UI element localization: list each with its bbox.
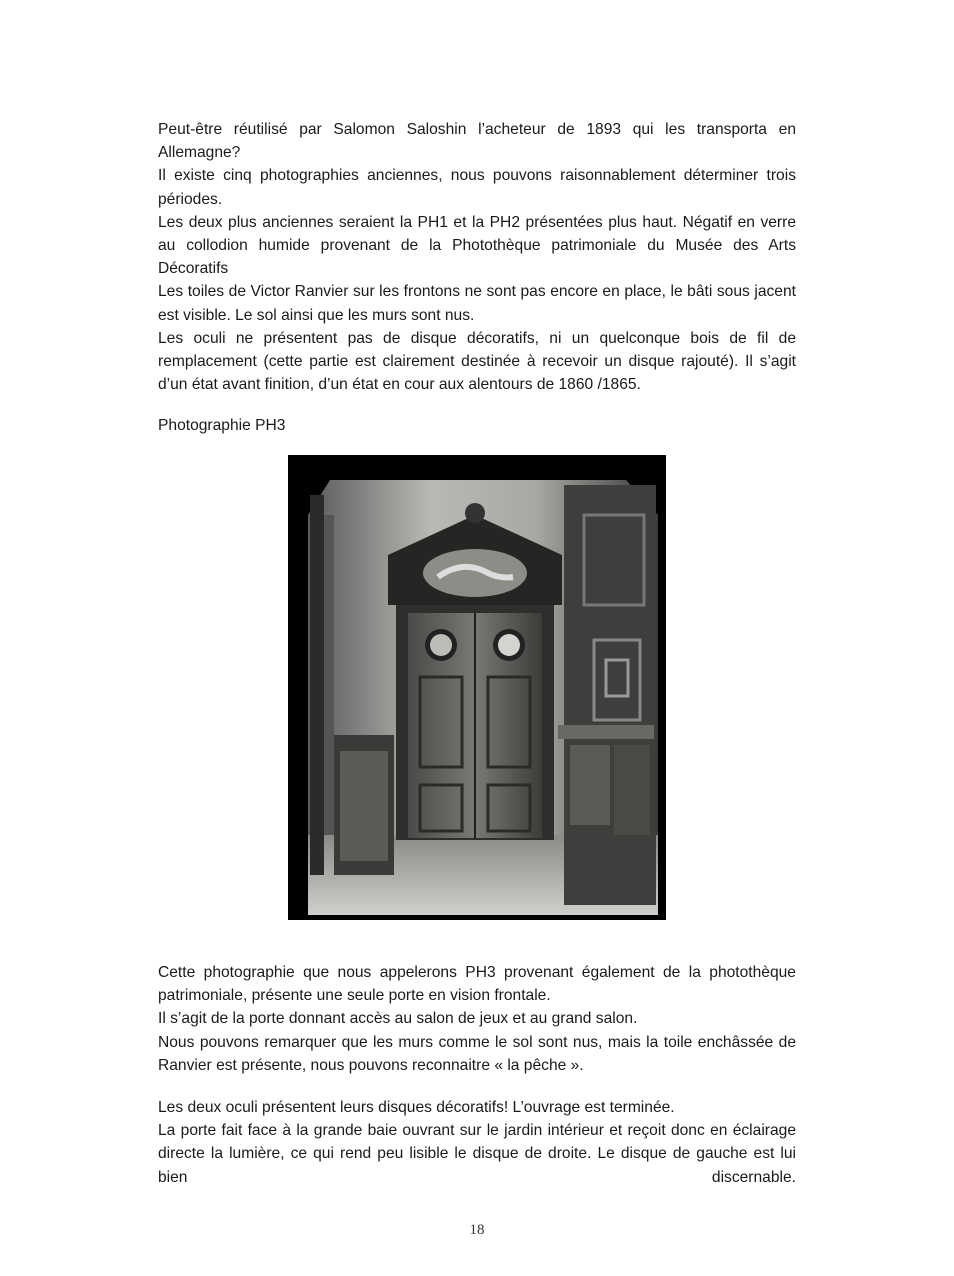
paragraph: Les toiles de Victor Ranvier sur les frontons ne sont pas encore en place, le bâti sous jacent est visible. Le sol ainsi que les murs sont nus.: [158, 283, 796, 324]
text-block-oculi: [158, 1096, 796, 1189]
paragraph: Peut-être réutilisé par Salomon Saloshin l’acheteur de 1893 qui les transporta en Allemagne?: [158, 121, 796, 162]
text-block-intro: [158, 118, 796, 396]
paragraph: Nous pouvons remarquer que les murs comme le sol sont nus, mais la toile enchâssée de Ranvier est présente, nous pouvons reconnaitre « la pêche ».: [158, 1033, 796, 1074]
text-block-ph3-description: [158, 961, 796, 1077]
paragraph: Les deux plus anciennes seraient la PH1 et la PH2 présentées plus haut. Négatif en verre au collodion humide provenant de la Photothèque patrimoniale du Musée des Arts Décoratifs: [158, 213, 796, 278]
photograph-ph3: [288, 455, 666, 920]
paragraph: Les oculi ne présentent pas de disque décoratifs, ni un quelconque bois de fil de remplacement (cette partie est clairement destinée à recevoir un disque rajouté). Il s’agit d’un état avant finition, d’un état en cour aux alentours de 1860 /1865.: [158, 329, 796, 394]
paragraph: Cette photographie que nous appelerons PH3 provenant également de la photothèque patrimoniale, présente une seule porte en vision frontale.: [158, 964, 796, 1005]
paragraph: Il s’agit de la porte donnant accès au salon de jeux et au grand salon.: [158, 1010, 638, 1028]
photo-caption: Photographie PH3: [158, 417, 286, 434]
page-number: 18: [469, 1222, 485, 1238]
paragraph: La porte fait face à la grande baie ouvrant sur le jardin intérieur et reçoit donc en éclairage directe la lumière, ce qui rend peu lisible le disque de droite. Le disque de gauche est lui bien discernable.: [158, 1122, 796, 1186]
paragraph: Il existe cinq photographies anciennes, nous pouvons raisonnablement déterminer trois périodes.: [158, 167, 796, 208]
paragraph: Les deux oculi présentent leurs disques décoratifs! L’ouvrage est terminée.: [158, 1099, 675, 1116]
